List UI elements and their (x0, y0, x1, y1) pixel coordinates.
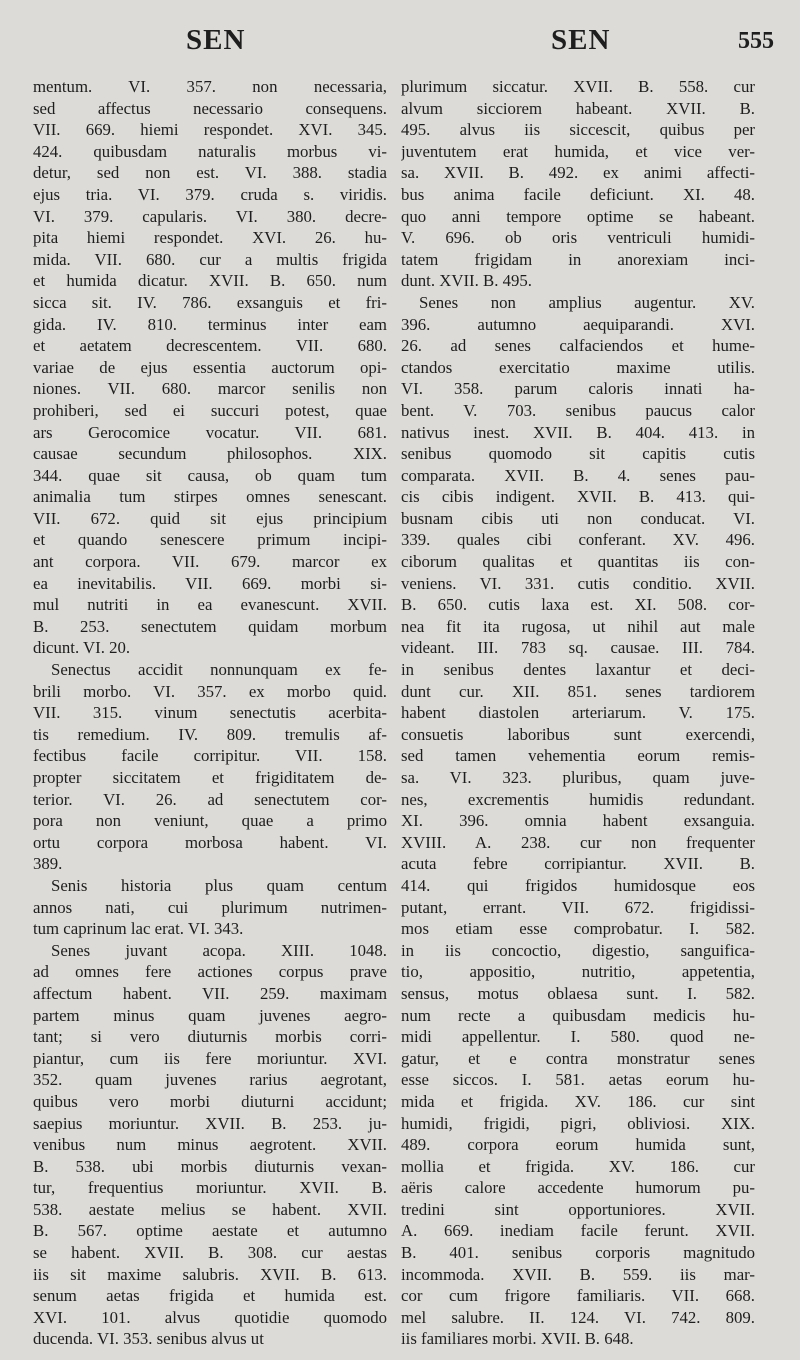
text-line: Senis historia plus quam centum (51, 875, 387, 895)
text-line: nativus inest. XVII. B. 404. 413. in (401, 422, 755, 442)
text-line: videant. III. 783 sq. causae. III. 784. (401, 638, 755, 658)
running-head-left: SEN (186, 24, 246, 56)
text-line: VII. 315. vinum senectutis acerbita- (33, 703, 387, 723)
running-head-right: SEN (551, 24, 611, 56)
text-line: ciborum qualitas et quantitas iis con- (401, 552, 755, 572)
text-line: 339. quales cibi conferant. XV. 496. (401, 530, 755, 550)
text-line: aëris calore accedente humorum pu- (401, 1178, 755, 1198)
text-line: annos nati, cui plurimum nutrimen- (33, 897, 387, 917)
text-line: sed tamen vehementia eorum remis- (401, 746, 755, 766)
text-line: esse siccos. I. 581. aetas eorum hu- (401, 1070, 755, 1090)
text-line: tum caprinum lac erat. VI. 343. (33, 919, 244, 939)
text-line: 344. quae sit causa, ob quam tum (33, 465, 387, 485)
text-line: mos etiam esse comprobatur. I. 582. (401, 919, 755, 939)
text-line: et aetatem decrescentem. VII. 680. (33, 336, 387, 356)
text-line: ortu corpora morbosa habent. VI. (33, 832, 387, 852)
text-line: tio, appositio, nutritio, appetentia, (401, 962, 755, 982)
text-line: mida et frigida. XV. 186. cur sint (401, 1091, 755, 1111)
text-line: VI. 358. parum caloris innati ha- (401, 379, 755, 399)
text-line: 396. autumno aequiparandi. XVI. (401, 314, 755, 334)
text-line: sicca sit. IV. 786. exsanguis et fri- (33, 292, 387, 312)
text-line: dunt cur. XII. 851. senes tardiorem (401, 681, 755, 701)
text-line: B. 253. senectutem quidam morbum (33, 616, 387, 636)
text-line: humidi, frigidi, pigri, obliviosi. XIX. (401, 1113, 755, 1133)
text-line: putant, errant. VII. 672. frigidissi- (401, 897, 755, 917)
text-line: pora non veniunt, quae a primo (33, 811, 387, 831)
text-line: variae de ejus essentia auctorum opi- (33, 357, 387, 377)
text-line: consuetis laboribus sunt exercendi, (401, 724, 755, 744)
text-line: ducenda. VI. 353. senibus alvus ut (33, 1329, 264, 1349)
text-line: Senes juvant acopa. XIII. 1048. (51, 940, 387, 960)
text-line: 495. alvus iis siccescit, quibus per (401, 120, 755, 140)
text-line: 389. (33, 854, 63, 874)
text-line: brili morbo. VI. 357. ex morbo quid. (33, 681, 387, 701)
text-line: incommoda. XVII. B. 559. iis mar- (401, 1264, 755, 1284)
text-line: ant corpora. VII. 679. marcor ex (33, 552, 387, 572)
text-line: 414. qui frigidos humidosque eos (401, 875, 755, 895)
text-line: se habent. XVII. B. 308. cur aestas (33, 1243, 387, 1263)
text-line: B. 401. senibus corporis magnitudo (401, 1243, 755, 1263)
text-line: num recte a quibusdam medicis hu- (401, 1005, 755, 1025)
text-line: et humida dicatur. XVII. B. 650. num (33, 271, 387, 291)
text-line: senum aetas frigida et humida est. (33, 1286, 387, 1306)
text-line: XVIII. A. 238. cur non frequenter (401, 832, 755, 852)
text-line: et quando senescere primum incipi- (33, 530, 387, 550)
text-line: mida. VII. 680. cur a multis frigida (33, 249, 387, 269)
text-line: prohiberi, sed ei succuri potest, quae (33, 400, 387, 420)
text-line: affectum habent. VII. 259. maximam (33, 983, 387, 1003)
text-line: A. 669. inediam facile ferunt. XVII. (401, 1221, 755, 1241)
text-line: fectibus facile corripitur. VII. 158. (33, 746, 387, 766)
text-line: terior. VI. 26. ad senectutem cor- (33, 789, 387, 809)
column-gutter (394, 76, 395, 1336)
text-line: XI. 396. omnia habent exsanguia. (401, 811, 755, 831)
text-line: sed affectus necessario consequens. (33, 98, 387, 118)
text-line: tatem frigidam in anorexiam inci- (401, 249, 755, 269)
text-line: piantur, cum iis fere moriuntur. XVI. (33, 1048, 387, 1068)
text-line: bus anima facile deficiunt. XI. 48. (401, 184, 755, 204)
text-line: B. 650. cutis laxa est. XI. 508. cor- (401, 595, 755, 615)
text-line: 424. quibusdam naturalis morbus vi- (33, 141, 387, 161)
text-line: mul nutriti in ea evanescunt. XVII. (33, 595, 387, 615)
text-line: ea inevitabilis. VII. 669. morbi si- (33, 573, 387, 593)
text-line: ejus tria. VI. 379. cruda s. viridis. (33, 184, 387, 204)
text-line: venibus num minus aegrotent. XVII. (33, 1135, 387, 1155)
running-head (0, 24, 800, 64)
text-line: 26. ad senes calfaciendos et hume- (401, 336, 755, 356)
text-line: quo anni tempore optime se habeant. (401, 206, 755, 226)
text-line: juventutem erat humida, et vice ver- (401, 141, 755, 161)
text-line: busnam cibis uti non conducat. VI. (401, 508, 755, 528)
text-line: ctandos exercitatio maxime utilis. (401, 357, 755, 377)
text-line: sa. XVII. B. 492. ex animi affecti- (401, 163, 755, 183)
text-line: pita hiemi respondet. XVI. 26. hu- (33, 228, 387, 248)
text-line: tur, frequentius moriuntur. XVII. B. (33, 1178, 387, 1198)
text-line: dicunt. VI. 20. (33, 638, 131, 658)
text-line: 489. corpora eorum humida sunt, (401, 1135, 755, 1155)
text-line: V. 696. ob oris ventriculi humidi- (401, 228, 755, 248)
text-line: quibus vero morbi diuturni accidunt; (33, 1091, 387, 1111)
left-column (33, 76, 387, 1350)
text-line: senibus quomodo sit capitis cutis (401, 444, 755, 464)
text-line: gatur, et e contra monstratur senes (401, 1048, 755, 1068)
text-line: tredini sint opportuniores. XVII. (401, 1199, 755, 1219)
text-line: animalia tum stirpes omnes senescant. (33, 487, 387, 507)
text-line: habent diastolen arteriarum. V. 175. (401, 703, 755, 723)
text-line: sensus, motus oblaesa sunt. I. 582. (401, 983, 755, 1003)
text-line: cis cibis indigent. XVII. B. 413. qui- (401, 487, 755, 507)
text-line: XVI. 101. alvus quotidie quomodo (33, 1307, 387, 1327)
text-line: nea fit ita rugosa, ut nihil aut male (401, 616, 755, 636)
text-line: comparata. XVII. B. 4. senes pau- (401, 465, 755, 485)
text-line: nes, excrementis humidis redundant. (401, 789, 755, 809)
text-line: plurimum siccatur. XVII. B. 558. cur (401, 77, 755, 96)
text-line: ad omnes fere actiones corpus prave (33, 962, 387, 982)
text-line: tis remedium. IV. 809. tremulis af- (33, 724, 387, 744)
text-line: iis sit maxime salubris. XVII. B. 613. (33, 1264, 387, 1284)
text-line: mentum. VI. 357. non necessaria, (33, 77, 387, 96)
text-line: Senes non amplius augentur. XV. (419, 292, 755, 312)
text-line: Senectus accidit nonnunquam ex fe- (51, 660, 387, 680)
text-line: propter siccitatem et frigiditatem de- (33, 768, 387, 787)
text-line: ars Gerocomice vocatur. VII. 681. (33, 422, 387, 442)
text-line: VI. 379. capularis. VI. 380. decre- (33, 206, 387, 226)
text-line: alvum sicciorem habeant. XVII. B. (401, 98, 755, 118)
text-line: VII. 672. quid sit ejus principium (33, 508, 387, 528)
text-line: mollia et frigida. XV. 186. cur (401, 1156, 755, 1176)
text-line: niones. VII. 680. marcor senilis non (33, 379, 387, 399)
right-column (401, 76, 755, 1350)
text-line: 538. aestate melius se habent. XVII. (33, 1199, 387, 1219)
text-line: tant; si vero diuturnis morbis corri- (33, 1027, 387, 1047)
text-line: veniens. VI. 331. cutis conditio. XVII. (401, 573, 755, 593)
text-line: partem minus quam juvenes aegro- (33, 1005, 387, 1025)
text-line: in iis concoctio, digestio, sanguifica- (401, 940, 755, 960)
text-line: gida. IV. 810. terminus inter eam (33, 314, 387, 334)
text-line: B. 567. optime aestate et autumno (33, 1221, 387, 1241)
text-line: acuta febre corripiantur. XVII. B. (401, 854, 755, 874)
page-number: 555 (738, 28, 774, 54)
text-line: sa. VI. 323. pluribus, quam juve- (401, 768, 755, 787)
text-line: in senibus dentes laxantur et deci- (401, 660, 755, 680)
text-line: bent. V. 703. senibus paucus calor (401, 400, 755, 420)
text-line: 352. quam juvenes rarius aegrotant, (33, 1070, 387, 1090)
text-line: saepius moriuntur. XVII. B. 253. ju- (33, 1113, 387, 1133)
text-line: iis familiares morbi. XVII. B. 648. (401, 1329, 634, 1349)
text-line: mel salubre. II. 124. VI. 742. 809. (401, 1307, 755, 1327)
text-line: VII. 669. hiemi respondet. XVI. 345. (33, 120, 387, 140)
text-line: causae secundum philosophos. XIX. (33, 444, 387, 464)
text-line: detur, sed non est. VI. 388. stadia (33, 163, 387, 183)
text-line: cor cum frigore familiaris. VII. 668. (401, 1286, 755, 1306)
text-line: B. 538. ubi morbis diuturnis vexan- (33, 1156, 387, 1176)
text-line: dunt. XVII. B. 495. (401, 271, 532, 291)
text-line: midi appellentur. I. 580. quod ne- (401, 1027, 755, 1047)
